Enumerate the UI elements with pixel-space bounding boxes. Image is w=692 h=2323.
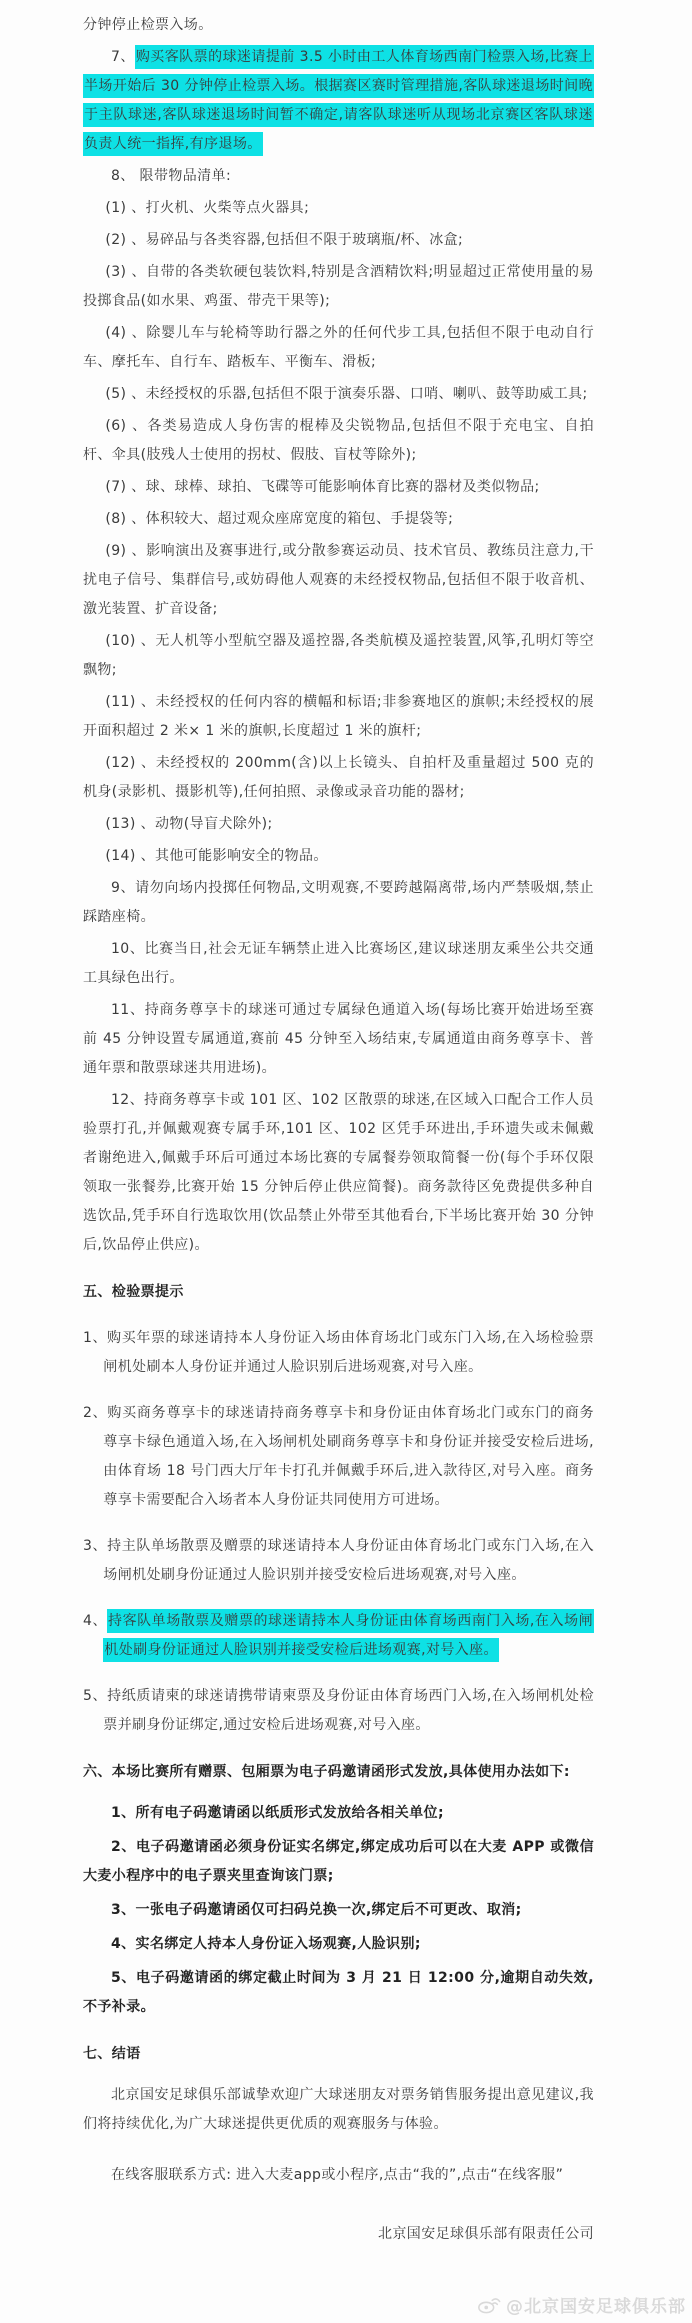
notice-item-12: 12、持商务尊享卡或 101 区、102 区散票的球迷,在区域入口配合工作人员验票打孔,并佩戴观赛专属手环,101 区、102 区凭手环进出,手环遗失或未佩戴者谢绝进入,佩戴手环后可通过本场比赛的专属餐券领取简餐一份(每个手环仅限领取一张餐券,比赛开始 15 分钟后停止供应简餐)。商务款待区免费提供多种自选饮品,凭手环自行选取饮用(饮品禁止外带至其他看台,下半场比赛开始 30 分钟后,饮品停止供应)。 <box>83 1092 594 1253</box>
notice-item-9: 9、请勿向场内投掷任何物品,文明观赛,不要跨越隔离带,场内严禁吸烟,禁止踩踏座椅。 <box>83 880 594 925</box>
prohibited-item-5: (5) 、未经授权的乐器,包括但不限于演奏乐器、口哨、喇叭、鼓等助威工具; <box>105 386 588 402</box>
ticket-check-item-1: 1、购买年票的球迷请持本人身份证入场由体育场北门或东门入场,在入场检验票闸机处刷本人身份证并通过人脸识别后进场观赛,对号入座。 <box>83 1330 594 1375</box>
prohibited-item-2: (2) 、易碎品与各类容器,包括但不限于玻璃瓶/杯、冰盒; <box>105 232 464 248</box>
prohibited-item-8: (8) 、体积较大、超过观众座席宽度的箱包、手提袋等; <box>105 511 454 527</box>
ticket-check-item-2: 2、购买商务尊享卡的球迷请持商务尊享卡和身份证由体育场北门或东门的商务尊享卡绿色通道入场,在入场闸机处刷商务尊享卡和身份证并接受安检后进场,由体育场 18 号门西大厅年卡打孔并佩戴手环后,进入款待区,对号入座。商务尊享卡需要配合入场者本人身份证共同使用方可进场。 <box>83 1405 594 1508</box>
evoucher-item-5: 5、电子码邀请函的绑定截止时间为 3 月 21 日 12:00 分,逾期自动失效,不予补录。 <box>83 1970 594 2015</box>
prohibited-item-11: (11) 、未经授权的任何内容的横幅和标语;非参赛地区的旗帜;未经授权的展开面积超过 2 米× 1 米的旗帜,长度超过 1 米的旗杆; <box>83 694 594 739</box>
ticket-check-item-5: 5、持纸质请柬的球迷请携带请柬票及身份证由体育场西门入场,在入场闸机处检票并刷身份证绑定,通过安检后进场观赛,对号入座。 <box>83 1688 594 1733</box>
prohibited-item-3: (3) 、自带的各类软硬包装饮料,特别是含酒精饮料;明显超过正常使用量的易投掷食品(如水果、鸡蛋、带壳干果等); <box>83 264 594 309</box>
prohibited-item-9: (9) 、影响演出及赛事进行,或分散参赛运动员、技术官员、教练员注意力,干扰电子信号、集群信号,或妨碍他人观赛的未经授权物品,包括但不限于收音机、激光装置、扩音设备; <box>83 543 594 617</box>
customer-service-line: 在线客服联系方式: 进入大麦app或小程序,点击“我的”,点击“在线客服” <box>111 2167 564 2183</box>
watermark <box>477 2292 686 2317</box>
ticket-check-item-4: 4、持客队单场散票及赠票的球迷请持本人身份证由体育场西南门入场,在入场闸机处刷身份证通过人脸识别并接受安检后进场观赛,对号入座。 <box>83 1607 594 1665</box>
notice-item-10: 10、比赛当日,社会无证车辆禁止进入比赛场区,建议球迷朋友乘坐公共交通工具绿色出行。 <box>83 941 594 986</box>
section-6-heading: 六、本场比赛所有赠票、包厢票为电子码邀请函形式发放,具体使用办法如下: <box>83 1764 570 1780</box>
prohibited-item-6: (6) 、各类易造成人身伤害的棍棒及尖锐物品,包括但不限于充电宝、自拍杆、伞具(肢残人士使用的拐杖、假肢、盲杖等除外); <box>83 418 594 463</box>
evoucher-item-3: 3、一张电子码邀请函仅可扫码兑换一次,绑定后不可更改、取消; <box>111 1902 522 1918</box>
ticket-check-item-4-highlight: 持客队单场散票及赠票的球迷请持本人身份证由体育场西南门入场,在入场闸机处刷身份证通过人脸识别并接受安检后进场观赛,对号入座。 <box>103 1609 594 1662</box>
prohibited-item-10: (10) 、无人机等小型航空器及遥控器,各类航模及遥控装置,风筝,孔明灯等空飘物; <box>83 633 594 678</box>
prohibited-item-12: (12) 、未经授权的 200mm(含)以上长镜头、自拍杆及重量超过 500 克的机身(录影机、摄影机等),任何拍照、录像或录音功能的器材; <box>83 755 594 800</box>
prohibited-item-4: (4) 、除婴儿车与轮椅等助行器之外的任何代步工具,包括但不限于电动自行车、摩托车、自行车、踏板车、平衡车、滑板; <box>83 325 594 370</box>
notice-item-8: 8、 限带物品清单: <box>111 168 232 184</box>
evoucher-item-2: 2、电子码邀请函必须身份证实名绑定,绑定成功后可以在大麦 APP 或微信大麦小程序中的电子票夹里查询该门票; <box>83 1839 594 1884</box>
closing-paragraph: 北京国安足球俱乐部诚挚欢迎广大球迷朋友对票务销售服务提出意见建议,我们将持续优化,为广大球迷提供更优质的观赛服务与体验。 <box>83 2087 594 2132</box>
ticket-check-item-3: 3、持主队单场散票及赠票的球迷请持本人身份证由体育场北门或东门入场,在入场闸机处刷身份证通过人脸识别并接受安检后进场观赛,对号入座。 <box>83 1538 594 1583</box>
document-body <box>83 11 594 2249</box>
evoucher-item-4: 4、实名绑定人持本人身份证入场观赛,人脸识别; <box>111 1936 421 1952</box>
prohibited-item-13: (13) 、动物(导盲犬除外); <box>105 816 273 832</box>
prohibited-item-1: (1) 、打火机、火柴等点火器具; <box>105 200 310 216</box>
evoucher-item-1: 1、所有电子码邀请函以纸质形式发放给各相关单位; <box>111 1805 444 1821</box>
notice-item-7: 7、购买客队票的球迷请提前 3.5 小时由工人体育场西南门检票入场,比赛上半场开始后 30 分钟停止检票入场。根据赛区赛时管理措施,客队球迷退场时间晚于主队球迷,客队球迷退场时间暂不确定,请客队球迷听从现场北京赛区客队球迷负责人统一指挥,有序退场。 <box>83 43 594 159</box>
prohibited-item-14: (14) 、其他可能影响安全的物品。 <box>105 848 328 864</box>
carryover-line: 分钟停止检票入场。 <box>83 17 213 33</box>
prohibited-item-7: (7) 、球、球棒、球拍、飞碟等可能影响体育比赛的器材及类似物品; <box>105 479 540 495</box>
company-signature: 北京国安足球俱乐部有限责任公司 <box>378 2226 594 2242</box>
notice-item-11: 11、持商务尊享卡的球迷可通过专属绿色通道入场(每场比赛开始进场至赛前 45 分钟设置专属通道,赛前 45 分钟至入场结束,专属通道由商务尊享卡、普通年票和散票球迷共用进场)。 <box>83 1002 594 1076</box>
watermark-text: @北京国安足球俱乐部 <box>506 2297 686 2317</box>
weibo-icon <box>477 2295 501 2314</box>
section-5-heading: 五、检验票提示 <box>83 1284 184 1300</box>
notice-item-7-highlight: 购买客队票的球迷请提前 3.5 小时由工人体育场西南门检票入场,比赛上半场开始后 30 分钟停止检票入场。根据赛区赛时管理措施,客队球迷退场时间晚于主队球迷,客队球迷退场时间暂不确定,请客队球迷听从现场北京赛区客队球迷负责人统一指挥,有序退场。 <box>83 45 594 156</box>
section-7-heading: 七、结语 <box>83 2046 141 2062</box>
